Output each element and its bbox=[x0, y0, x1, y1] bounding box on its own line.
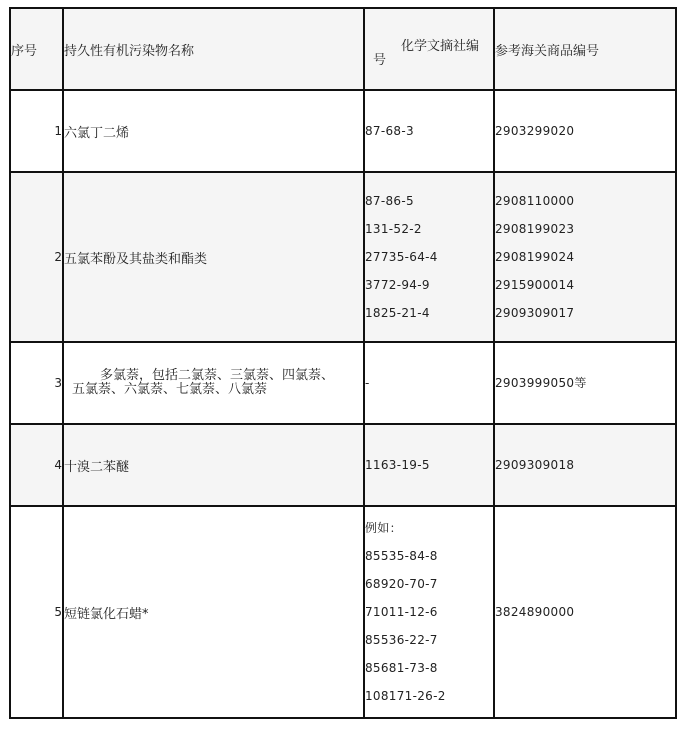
table-row bbox=[10, 424, 676, 506]
pollutant-name-line-1: 多氯萘，包括二氯萘、三氯萘、四氯萘、 bbox=[100, 368, 335, 383]
row-serial-number: 4 bbox=[10, 424, 63, 506]
header-serial-number: 序号 bbox=[10, 8, 63, 90]
cas-number: 85681-73-8 bbox=[365, 661, 438, 675]
row-pollutant-name: 五氯苯酚及其盐类和酯类 bbox=[63, 172, 364, 342]
cas-number: 27735-64-4 bbox=[365, 250, 438, 264]
table-row bbox=[10, 90, 676, 172]
row-hs-cell bbox=[494, 172, 676, 342]
pollutant-name-line-2: 五氯萘、六氯萘、七氯萘、八氯萘 bbox=[72, 382, 268, 397]
hs-code: 2908199024 bbox=[495, 250, 575, 264]
persistent-organic-pollutants-table bbox=[9, 7, 677, 719]
header-cas-text-part1: 化学文摘社编 bbox=[401, 39, 480, 54]
row-cas-cell bbox=[364, 506, 494, 718]
hs-code: 2908110000 bbox=[495, 194, 575, 208]
row-cas-cell bbox=[364, 172, 494, 342]
cas-number: 85535-84-8 bbox=[365, 549, 438, 563]
cas-number: 3772-94-9 bbox=[365, 278, 430, 292]
hs-code: 3824890000 bbox=[495, 605, 575, 619]
hs-code: 2909309017 bbox=[495, 306, 575, 320]
row-hs-cell bbox=[494, 90, 676, 172]
header-pollutant-name: 持久性有机污染物名称 bbox=[63, 8, 364, 90]
table-row bbox=[10, 172, 676, 342]
hs-code: 2915900014 bbox=[495, 278, 575, 292]
table-row bbox=[10, 342, 676, 424]
row-cas-cell bbox=[364, 342, 494, 424]
row-serial-number: 3 bbox=[10, 342, 63, 424]
row-hs-cell bbox=[494, 506, 676, 718]
table-header-row bbox=[10, 8, 676, 90]
row-pollutant-name: 六氯丁二烯 bbox=[63, 90, 364, 172]
row-pollutant-name bbox=[63, 342, 364, 424]
header-hs-code: 参考海关商品编号 bbox=[494, 8, 676, 90]
row-serial-number: 2 bbox=[10, 172, 63, 342]
table-row bbox=[10, 506, 676, 718]
cas-example-label: 例如： bbox=[365, 521, 402, 535]
cas-number: 71011-12-6 bbox=[365, 605, 438, 619]
cas-number: 1163-19-5 bbox=[365, 458, 430, 472]
row-pollutant-name: 短链氯化石蜡* bbox=[63, 506, 364, 718]
row-serial-number: 1 bbox=[10, 90, 63, 172]
hs-code: 2909309018 bbox=[495, 458, 575, 472]
row-cas-cell bbox=[364, 90, 494, 172]
cas-number: 1825-21-4 bbox=[365, 306, 430, 320]
row-serial-number: 5 bbox=[10, 506, 63, 718]
cas-number: 108171-26-2 bbox=[365, 689, 446, 703]
hs-code: 2903299020 bbox=[495, 124, 575, 138]
hs-code: 2903999050等 bbox=[495, 376, 587, 390]
cas-number: 87-68-3 bbox=[365, 124, 414, 138]
cas-number: 85536-22-7 bbox=[365, 633, 438, 647]
row-hs-cell bbox=[494, 342, 676, 424]
cas-number: 131-52-2 bbox=[365, 222, 422, 236]
header-cas-number bbox=[364, 8, 494, 90]
cas-number: - bbox=[365, 376, 370, 390]
row-hs-cell bbox=[494, 424, 676, 506]
header-cas-text-part2: 号 bbox=[373, 53, 387, 68]
cas-number: 87-86-5 bbox=[365, 194, 414, 208]
row-cas-cell bbox=[364, 424, 494, 506]
row-pollutant-name: 十溴二苯醚 bbox=[63, 424, 364, 506]
cas-number: 68920-70-7 bbox=[365, 577, 438, 591]
hs-code: 2908199023 bbox=[495, 222, 575, 236]
